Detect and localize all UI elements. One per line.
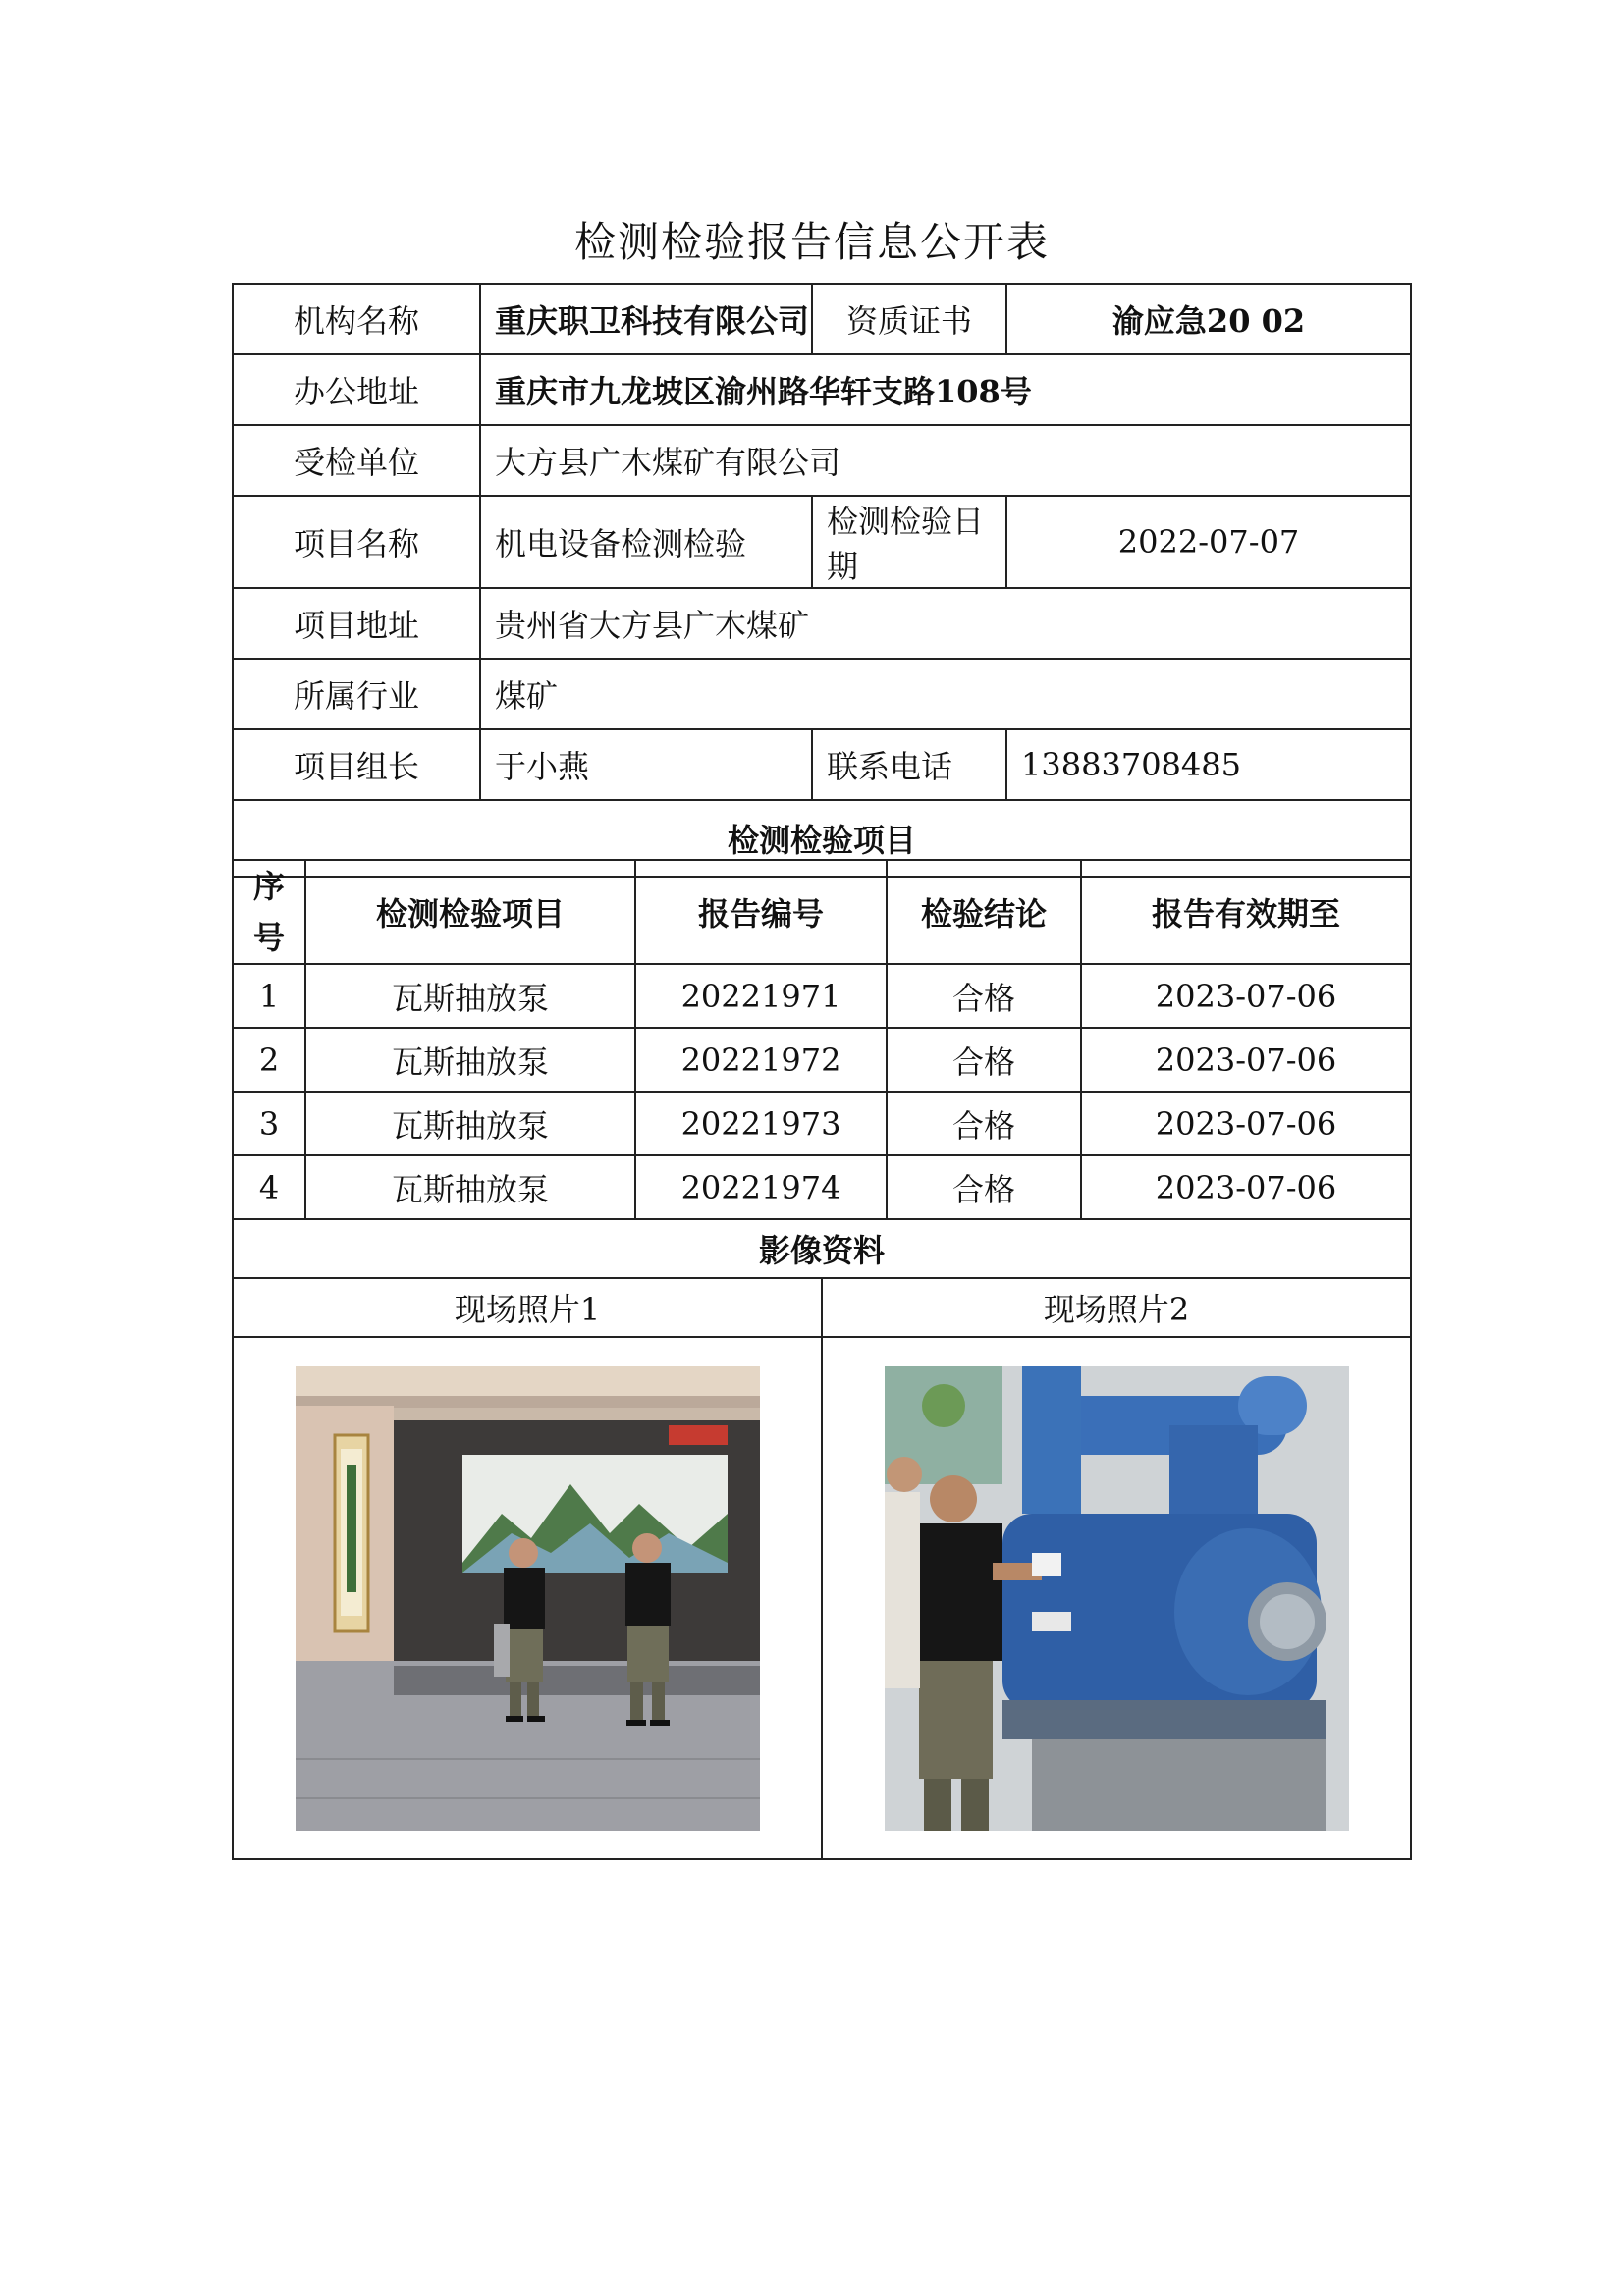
table-row [233, 964, 1411, 1028]
report-no-cell: 20221974 [635, 1155, 887, 1219]
valid-until-cell: 2023-07-06 [1081, 1092, 1411, 1155]
addr-value: 重庆市九龙坡区渝州路华轩支路108号 [480, 354, 1411, 425]
report-no-header-cell: 报告编号 [635, 860, 887, 964]
table-row [233, 1092, 1411, 1155]
report-no-cell: 20221971 [635, 964, 887, 1028]
client-label: 受检单位 [233, 425, 480, 496]
images-table [232, 1218, 1412, 1860]
conclusion-cell: 合格 [887, 964, 1081, 1028]
leader-label: 项目组长 [233, 729, 480, 800]
valid-until-cell: 2023-07-06 [1081, 1155, 1411, 1219]
date-label: 检测检验日期 [812, 496, 1006, 588]
item-header-cell: 检测检验项目 [305, 860, 635, 964]
report-no-cell: 20221973 [635, 1092, 887, 1155]
site-photo-2 [885, 1366, 1349, 1831]
photo2-cell [822, 1337, 1411, 1859]
items-section-title: 检测检验项目 [233, 800, 1411, 877]
site-row [233, 588, 1411, 659]
page-title: 检测检验报告信息公开表 [573, 218, 1050, 266]
client-row [233, 425, 1411, 496]
item-cell: 瓦斯抽放泵 [305, 964, 635, 1028]
conclusion-cell: 合格 [887, 1092, 1081, 1155]
cert-label: 资质证书 [812, 284, 1006, 354]
photos-row [233, 1337, 1411, 1859]
images-section-row [233, 1219, 1411, 1278]
phone-value: 13883708485 [1006, 729, 1411, 800]
valid-until-cell: 2023-07-06 [1081, 1028, 1411, 1092]
client-value: 大方县广木煤矿有限公司 [480, 425, 1411, 496]
item-cell: 瓦斯抽放泵 [305, 1092, 635, 1155]
seq-cell: 1 [233, 964, 305, 1028]
report-no-cell: 20221972 [635, 1028, 887, 1092]
items-header-row-2 [233, 860, 1411, 964]
table-row [233, 1155, 1411, 1219]
item-cell: 瓦斯抽放泵 [305, 1155, 635, 1219]
photo1-label: 现场照片1 [233, 1278, 822, 1337]
leader-value: 于小燕 [480, 729, 812, 800]
site-label: 项目地址 [233, 588, 480, 659]
project-label: 项目名称 [233, 496, 480, 588]
org-label: 机构名称 [233, 284, 480, 354]
valid-until-cell: 2023-07-06 [1081, 964, 1411, 1028]
industry-row [233, 659, 1411, 729]
photo-labels-row [233, 1278, 1411, 1337]
seq-cell: 4 [233, 1155, 305, 1219]
conclusion-cell: 合格 [887, 1028, 1081, 1092]
images-section-title: 影像资料 [233, 1219, 1411, 1278]
project-value: 机电设备检测检验 [480, 496, 812, 588]
seq-cell: 2 [233, 1028, 305, 1092]
industry-label: 所属行业 [233, 659, 480, 729]
site-value: 贵州省大方县广木煤矿 [480, 588, 1411, 659]
industry-value: 煤矿 [480, 659, 1411, 729]
addr-row [233, 354, 1411, 425]
photo2-label: 现场照片2 [822, 1278, 1411, 1337]
valid-until-header-cell: 报告有效期至 [1081, 860, 1411, 964]
org-row [233, 284, 1411, 354]
item-cell: 瓦斯抽放泵 [305, 1028, 635, 1092]
conclusion-header-cell: 检验结论 [887, 860, 1081, 964]
seq-cell: 3 [233, 1092, 305, 1155]
site-photo-1 [296, 1366, 760, 1831]
org-value: 重庆职卫科技有限公司 [480, 284, 812, 354]
addr-label: 办公地址 [233, 354, 480, 425]
leader-row [233, 729, 1411, 800]
table-row [233, 1028, 1411, 1092]
seq-header-cell: 序号 [233, 860, 305, 964]
project-row [233, 496, 1411, 588]
cert-value: 渝应急20 02 [1006, 284, 1411, 354]
conclusion-cell: 合格 [887, 1155, 1081, 1219]
photo1-cell [233, 1337, 822, 1859]
phone-label: 联系电话 [812, 729, 1006, 800]
date-value: 2022-07-07 [1006, 496, 1411, 588]
info-table [232, 283, 1412, 878]
items-table [232, 859, 1412, 1220]
